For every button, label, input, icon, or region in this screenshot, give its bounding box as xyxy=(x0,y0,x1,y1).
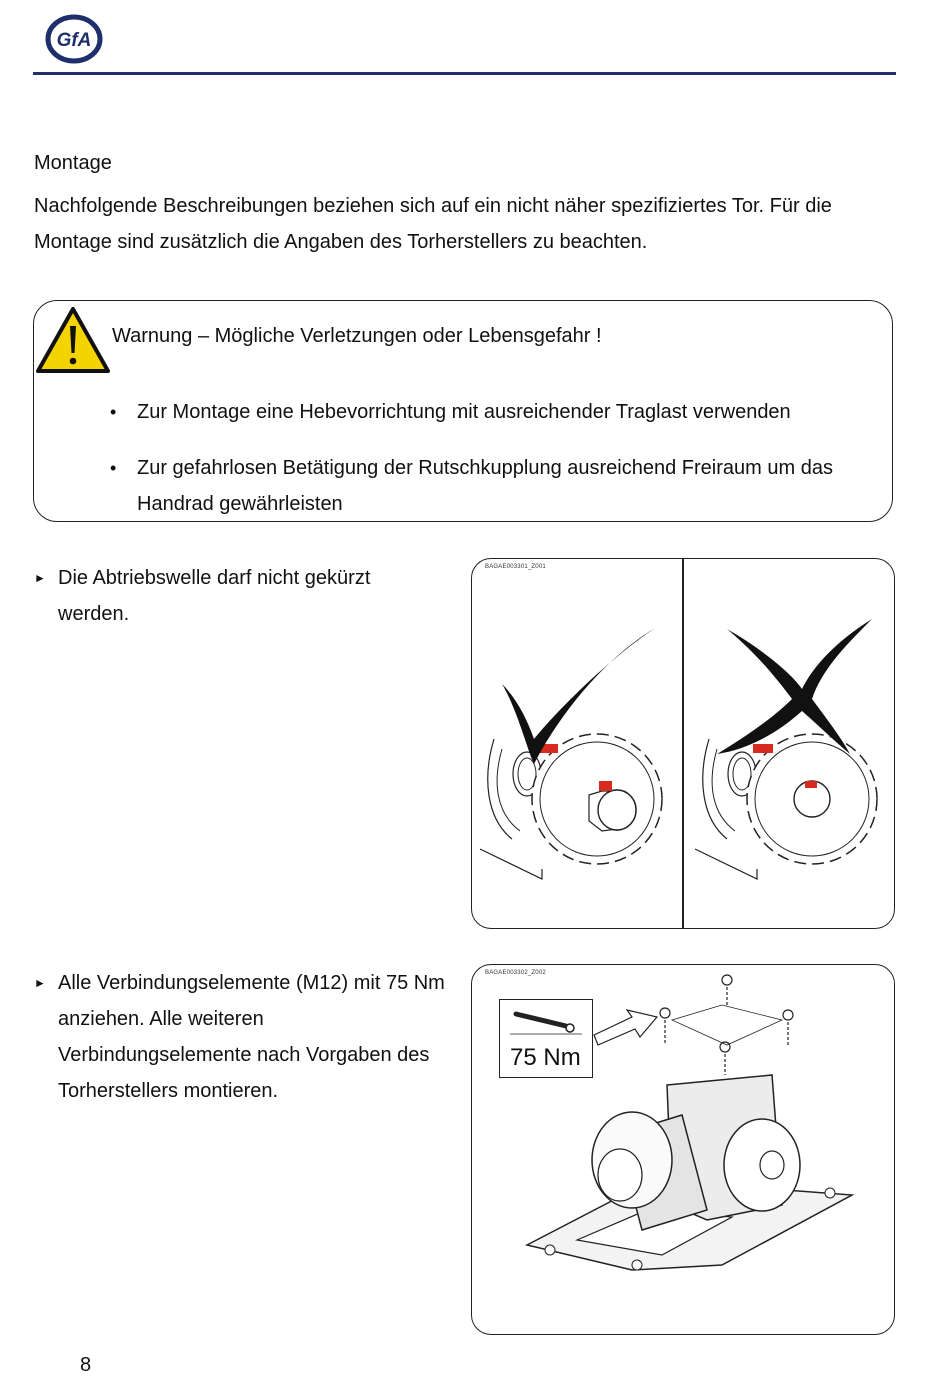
instruction-torque xyxy=(34,965,454,1109)
header-rule xyxy=(33,72,896,75)
warning-item: • Zur Montage eine Hebevorrichtung mit ausreichender Traglast verwenden xyxy=(110,394,870,430)
warning-item: • Zur gefahrlosen Betätigung der Rutschkupplung ausreichend Freiraum um das Handrad gewährleisten xyxy=(110,450,870,522)
bullet-arrow-icon: ► xyxy=(34,976,46,990)
sprocket-wrong xyxy=(695,734,877,879)
warning-title: Warnung – Mögliche Verletzungen oder Lebensgefahr ! xyxy=(112,325,602,347)
figure-id-label: BAGAE003301_Z001 xyxy=(485,564,546,570)
logo-text: GfA xyxy=(56,30,92,51)
figure-id-label: BAGAE003302_Z002 xyxy=(485,970,546,976)
instruction-text: Die Abtriebswelle darf nicht gekürzt werden. xyxy=(58,567,371,625)
page-number: 8 xyxy=(80,1354,92,1376)
intro-paragraph: Nachfolgende Beschreibungen beziehen sich auf ein nicht näher spezifiziertes Tor. Für die Montage sind zusätzlich die Angaben des Torherstellers zu beachten. xyxy=(34,195,832,253)
figure-torque xyxy=(471,964,895,1335)
instruction-shaft xyxy=(34,560,434,632)
cross-icon xyxy=(717,619,872,754)
torque-value: 75 Nm xyxy=(510,1044,581,1071)
section-title: Montage xyxy=(34,152,112,174)
warning-triangle-icon xyxy=(35,306,111,374)
figure-shaft xyxy=(471,558,895,929)
gfa-logo xyxy=(45,14,103,64)
bullet-arrow-icon: ► xyxy=(34,571,46,585)
warning-list xyxy=(110,394,870,542)
pointer-arrow-icon xyxy=(594,1010,657,1045)
instruction-text: Alle Verbindungselemente (M12) mit 75 Nm anziehen. Alle weiteren Verbindungselemente nach Vorgaben des Torherstellers montieren. xyxy=(58,972,445,1102)
